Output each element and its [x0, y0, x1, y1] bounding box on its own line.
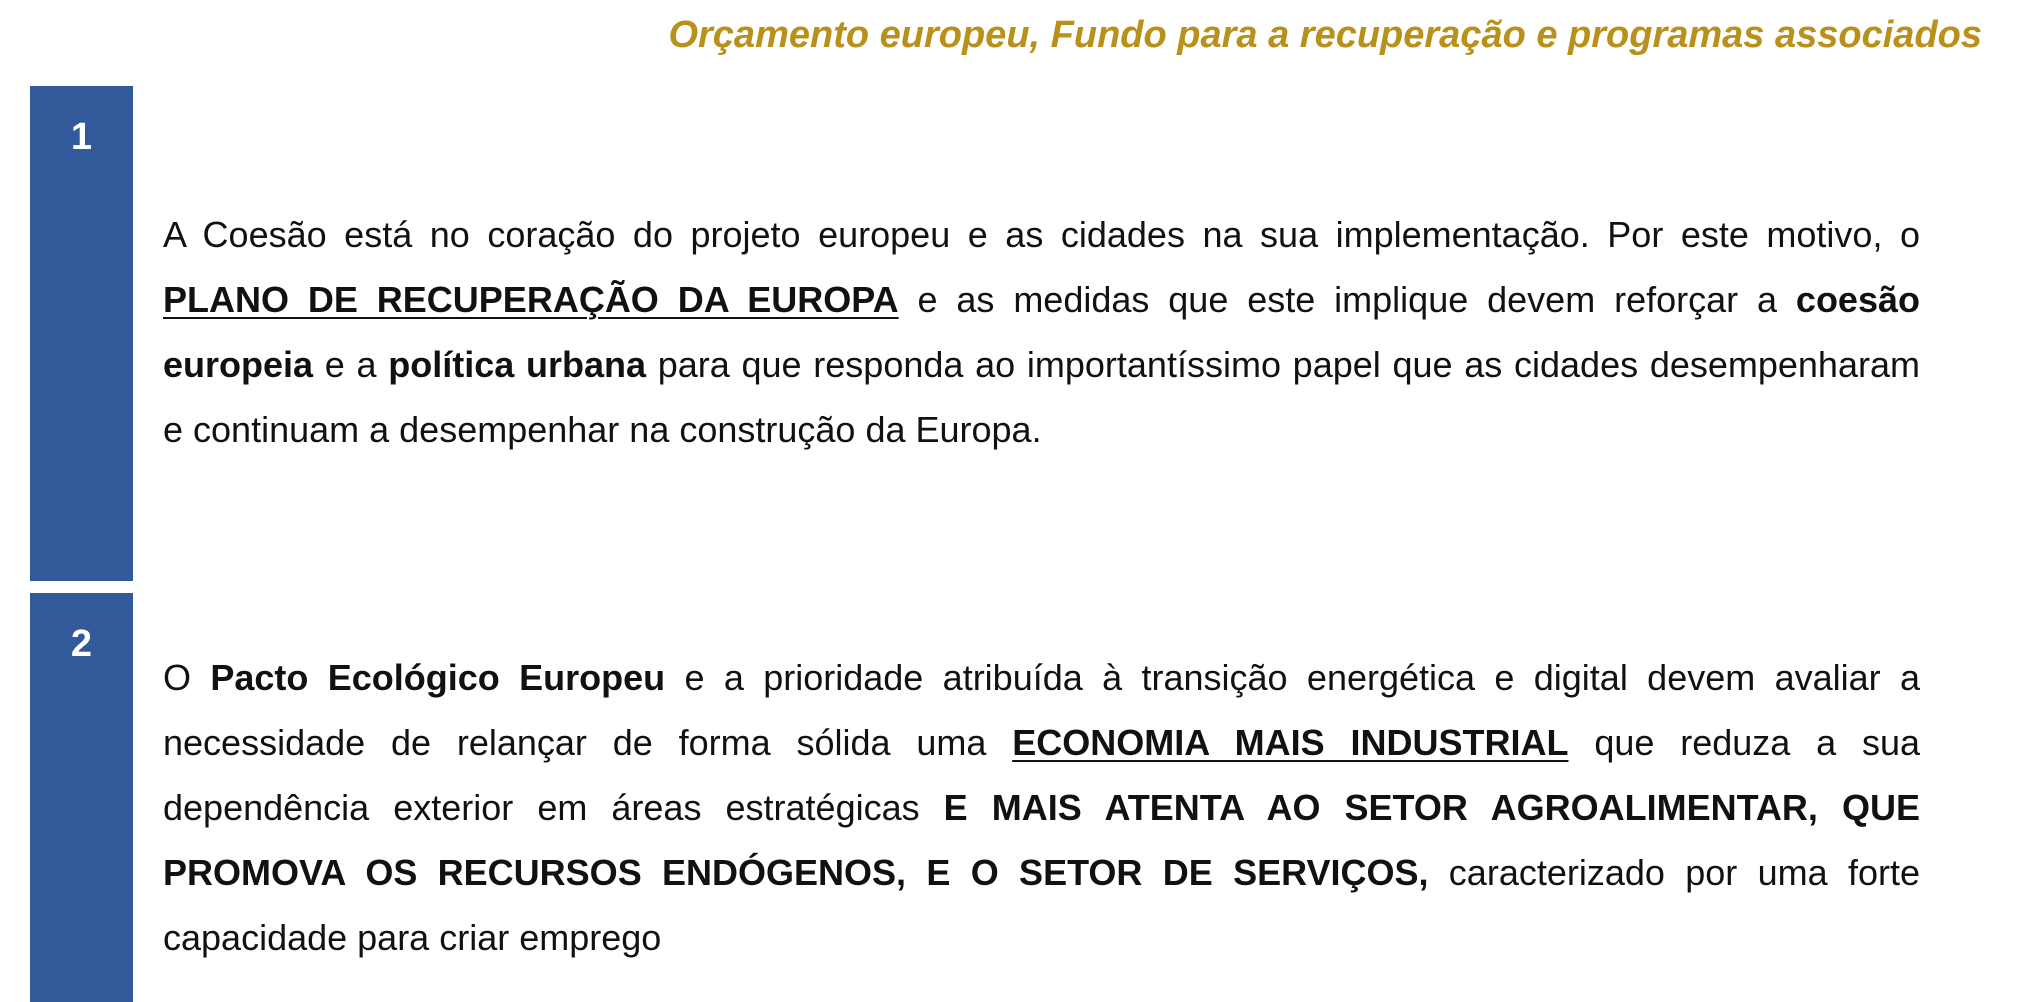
text-run: A Coesão está no coração do projeto europeu e as cidades na sua implementação. Por este motivo, o [163, 214, 1920, 255]
emphasis-bold: coesão europeia [163, 279, 1920, 385]
text-run: O [163, 657, 211, 698]
section-number: 2 [70, 623, 93, 665]
section-number: 1 [70, 116, 93, 158]
section-paragraph [163, 202, 1920, 462]
text-run: que reduza a sua dependência exterior em áreas estratégicas [163, 722, 1921, 828]
text-run: e a prioridade atribuída à transição energética e digital devem avaliar a necessidade de relançar de forma sólida uma [163, 657, 1920, 763]
section-number-bar [30, 593, 133, 1002]
emphasis-underlined: PLANO DE RECUPERAÇÃO DA EUROPA [163, 279, 899, 320]
emphasis-bold: Pacto Ecológico Europeu [210, 657, 666, 698]
text-run: e a [313, 344, 389, 385]
text-run: caracterizado por uma forte capacidade para criar emprego [163, 852, 1920, 958]
emphasis-bold: política urbana [388, 344, 647, 385]
document-header: Orçamento europeu, Fundo para a recuperação e programas associados [668, 14, 1982, 56]
emphasis-bold: E MAIS ATENTA AO SETOR AGROALIMENTAR, QUE PROMOVA OS RECURSOS ENDÓGENOS, E O SETOR DE SERVIÇOS, [163, 787, 1920, 893]
section-number-bar [30, 86, 133, 581]
section-1 [30, 86, 1940, 581]
emphasis-underlined: ECONOMIA MAIS INDUSTRIAL [1012, 722, 1569, 763]
text-run: e as medidas que este implique devem reforçar a [898, 279, 1796, 320]
section-paragraph [163, 645, 1920, 970]
section-2 [30, 593, 1940, 1002]
text-run: para que responda ao importantíssimo papel que as cidades desempenharam e continuam a desempenhar na construção da Europa. [163, 344, 1920, 450]
